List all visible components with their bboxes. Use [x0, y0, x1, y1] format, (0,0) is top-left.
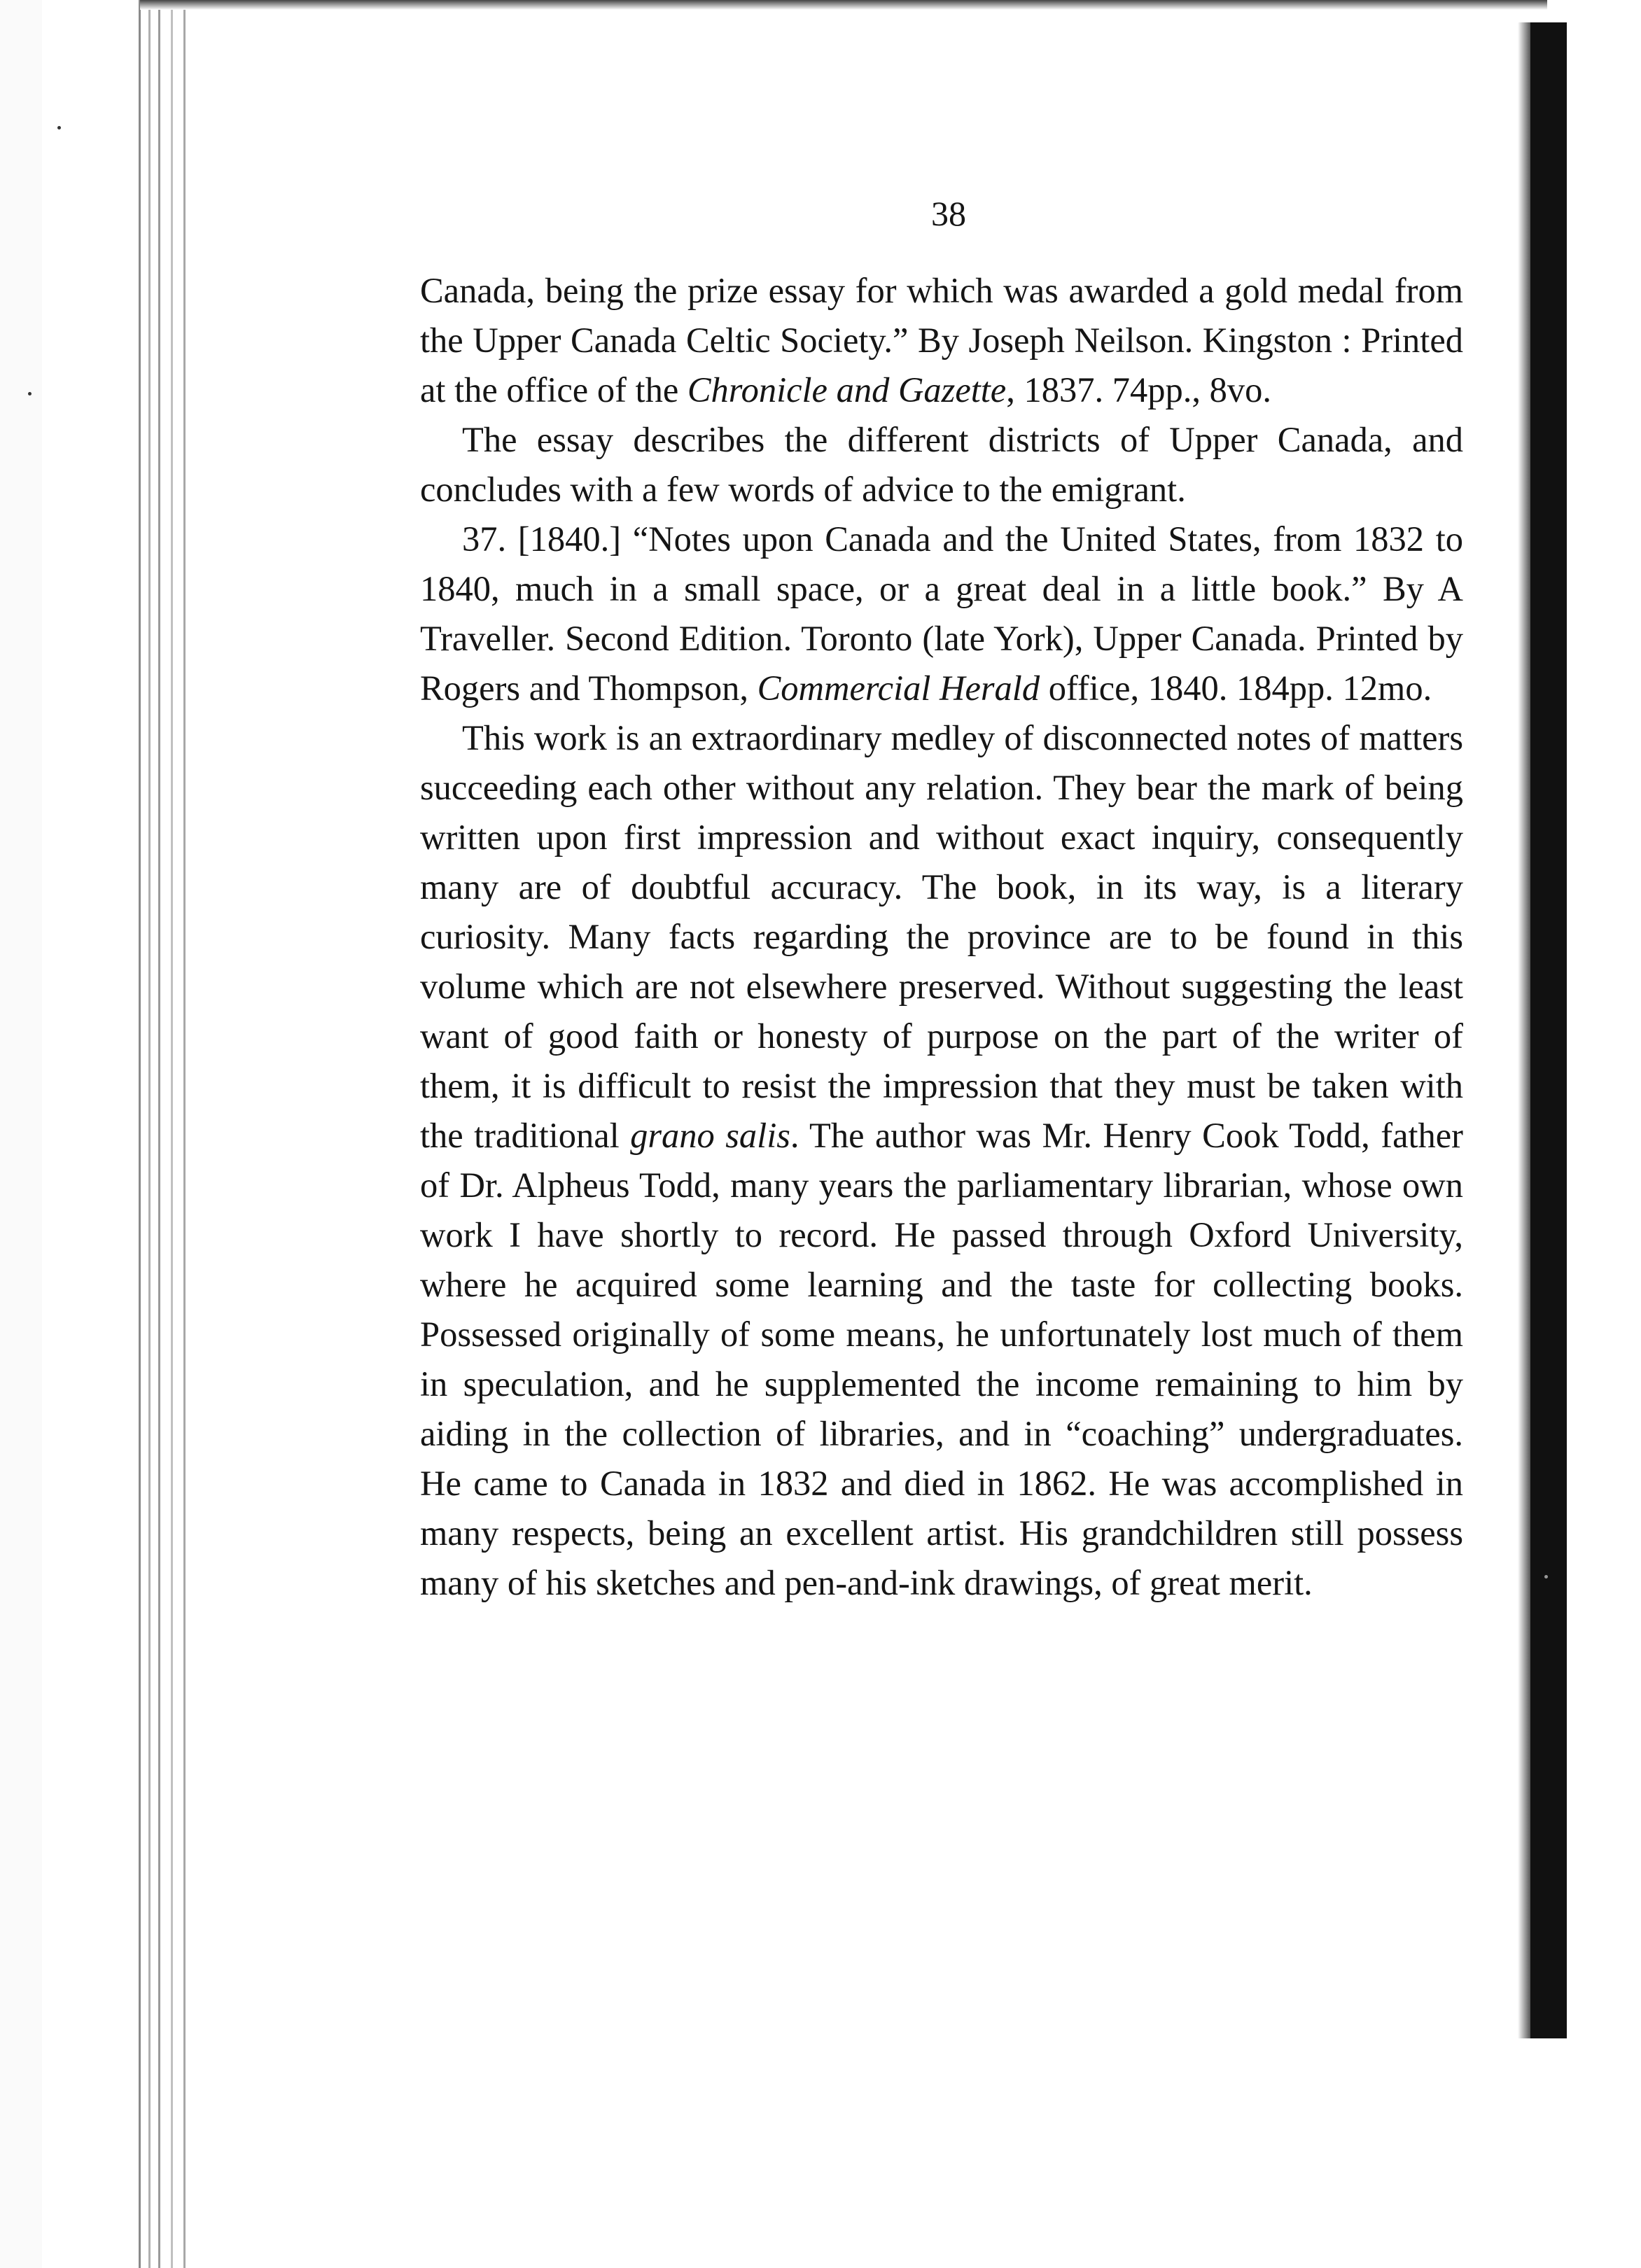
scan-speck: [57, 126, 61, 130]
paragraph-essay-description: The essay describes the different districts of Upper Canada, and concludes with a few words of advice to the emigrant.: [420, 420, 1463, 509]
scan-speck: [1544, 1575, 1548, 1578]
page-stack-edge: [139, 0, 141, 2268]
binding-shadow: [1530, 22, 1567, 2038]
scan-margin-left: [0, 0, 42, 2268]
paragraph-continuation: Canada, being the prize essay for which was awarded a gold medal from the Upper Canada Celtic Society.” By Joseph Neilson. Kingston : Printed at the office of the Chronicle and Gazette, 1837. 74pp., 8vo.: [420, 271, 1463, 410]
binding-fade: [1518, 22, 1530, 2038]
scan-speck: [28, 392, 32, 396]
page-top-shadow: [140, 0, 1547, 10]
page-stack-edge: [183, 0, 186, 2268]
page-number: 38: [931, 194, 966, 233]
page-stack-edge: [158, 0, 160, 2268]
page-body: [420, 266, 1463, 1608]
paragraph-work-description: This work is an extraordinary medley of disconnected notes of matters succeeding each other without any relation. They bear the mark of being written upon first impression and without exact inquiry, consequently many are of doubtful accuracy. The book, in its way, is a literary curiosity. Many facts regarding the province are to be found in this volume which are not elsewhere preserved. Without suggesting the least want of good faith or honesty of purpose on the part of the writer of them, it is difficult to resist the impression that they must be taken with the traditional grano salis. The author was Mr. Henry Cook Todd, father of Dr. Alpheus Todd, many years the parliamentary librarian, whose own work I have shortly to record. He passed through Oxford University, where he acquired some learning and the taste for collecting books. Possessed originally of some means, he unfortunately lost much of them in speculation, and he supplemented the income remaining to him by aiding in the collection of libraries, and in “coaching” undergraduates. He came to Canada in 1832 and died in 1862. He was accomplished in many respects, being an excellent artist. His grandchildren still possess many of his sketches and pen-and-ink drawings, of great merit.: [420, 718, 1463, 1602]
entry-37: 37. [1840.] “Notes upon Canada and the United States, from 1832 to 1840, much in a small space, or a great deal in a little book.” By A Traveller. Second Edition. Toronto (late York), Upper Canada. Printed by Rogers and Thompson, Commercial Herald office, 1840. 184pp. 12mo.: [420, 519, 1463, 708]
page-stack-edge: [148, 0, 151, 2268]
page-stack-edge: [171, 0, 173, 2268]
